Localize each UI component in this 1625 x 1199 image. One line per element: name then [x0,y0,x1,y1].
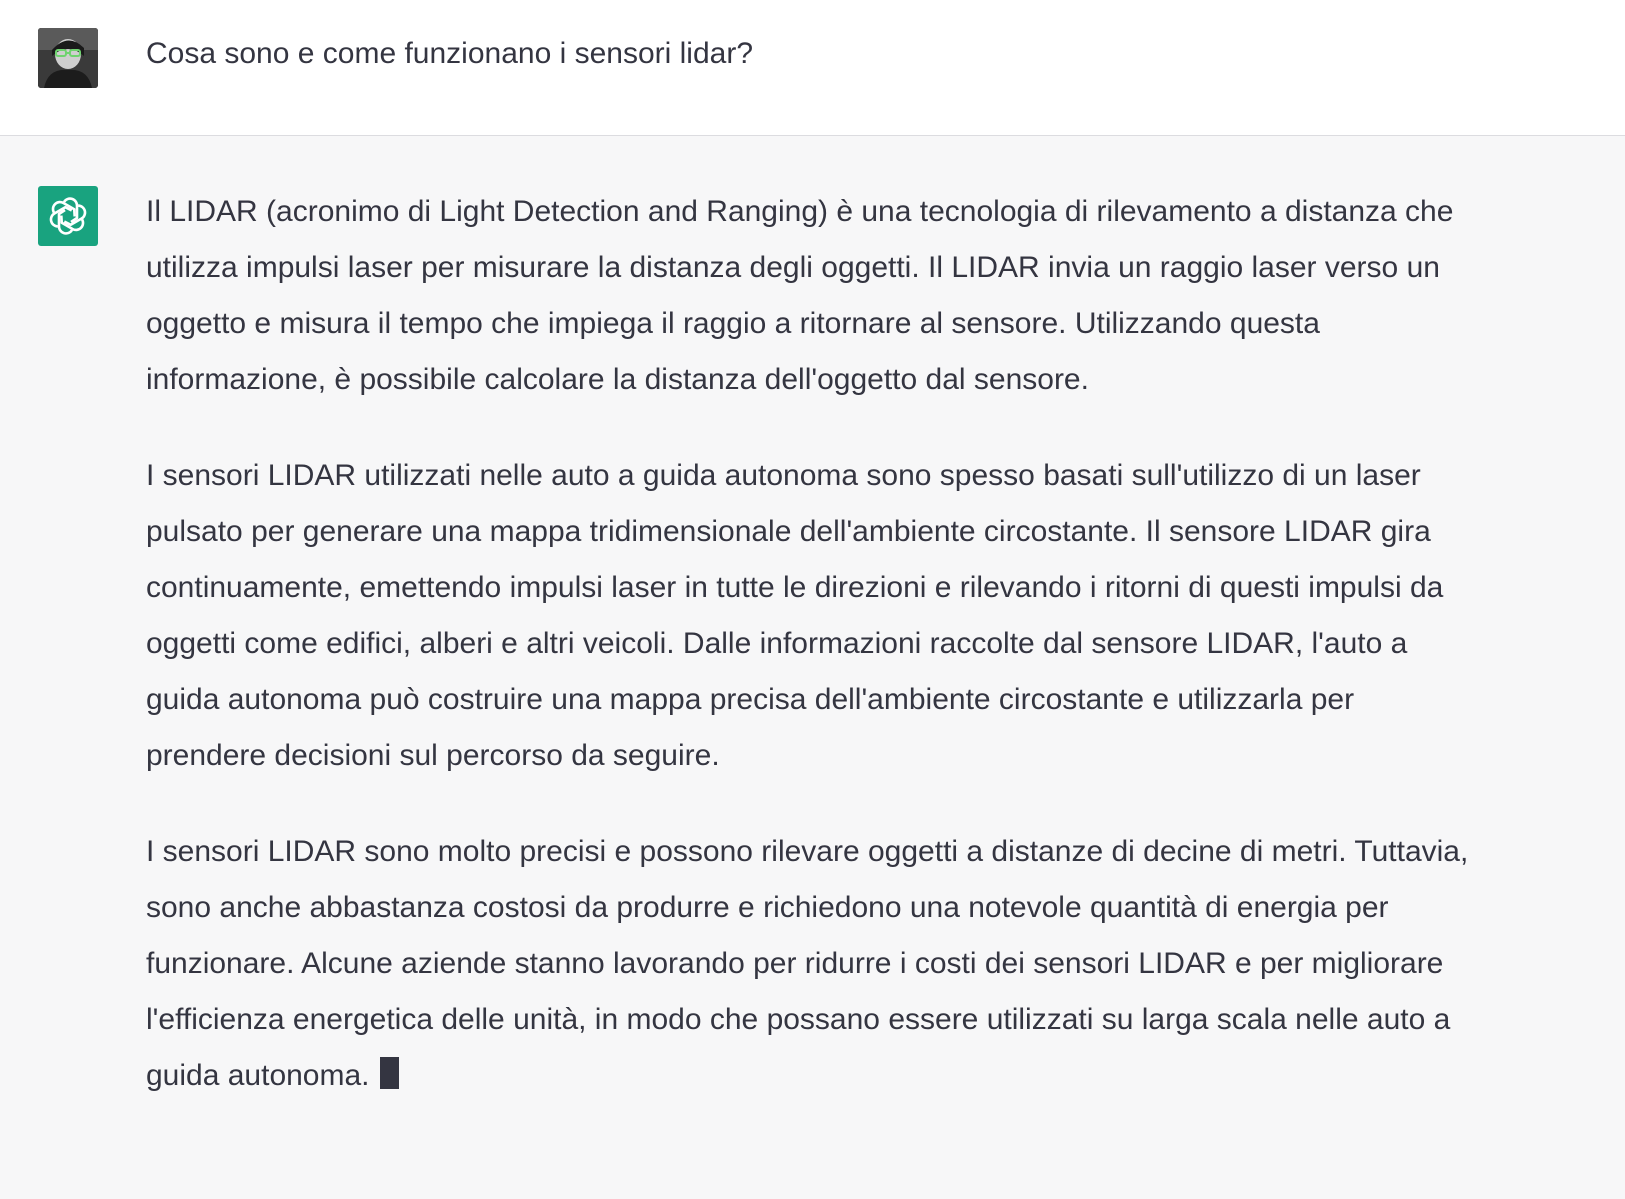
assistant-avatar [38,186,98,246]
assistant-response [146,184,1476,1144]
openai-logo-icon [47,195,89,237]
user-avatar-photo-icon [38,28,98,88]
user-message-row [0,0,1625,136]
response-paragraph-3-text: I sensori LIDAR sono molto precisi e possono rilevare oggetti a distanze di decine di metri. Tuttavia, sono anche abbastanza costosi da produrre e richiedono una notevole quantità di energia per funzionare. Alcune aziende stanno lavorando per ridurre i costi dei sensori LIDAR e per migliorare l'efficienza energetica delle unità, in modo che possano essere utilizzati su larga scala nelle auto a guida autonoma. [146,835,1469,1092]
response-paragraph-2: I sensori LIDAR utilizzati nelle auto a guida autonoma sono spesso basati sull'utilizzo di un laser pulsato per generare una mappa tridimensionale dell'ambiente circostante. Il sensore LIDAR gira continuamente, emettendo impulsi laser in tutte le direzioni e rilevando i ritorni di questi impulsi da oggetti come edifici, alberi e altri veicoli. Dalle informazioni raccolte dal sensore LIDAR, l'auto a guida autonoma può costruire una mappa precisa dell'ambiente circostante e utilizzarla per prendere decisioni sul percorso da seguire. [146,459,1444,772]
response-paragraph-3 [146,824,1476,1104]
user-message-text: Cosa sono e come funzionano i sensori lidar? [146,37,754,70]
assistant-message-row [0,136,1625,1199]
user-avatar [38,28,98,88]
streaming-cursor-icon [380,1057,399,1089]
response-paragraph-1: Il LIDAR (acronimo di Light Detection and Ranging) è una tecnologia di rilevamento a distanza che utilizza impulsi laser per misurare la distanza degli oggetti. Il LIDAR invia un raggio laser verso un oggetto e misura il tempo che impiega il raggio a ritornare al sensore. Utilizzando questa informazione, è possibile calcolare la distanza dell'oggetto dal sensore. [146,195,1454,396]
